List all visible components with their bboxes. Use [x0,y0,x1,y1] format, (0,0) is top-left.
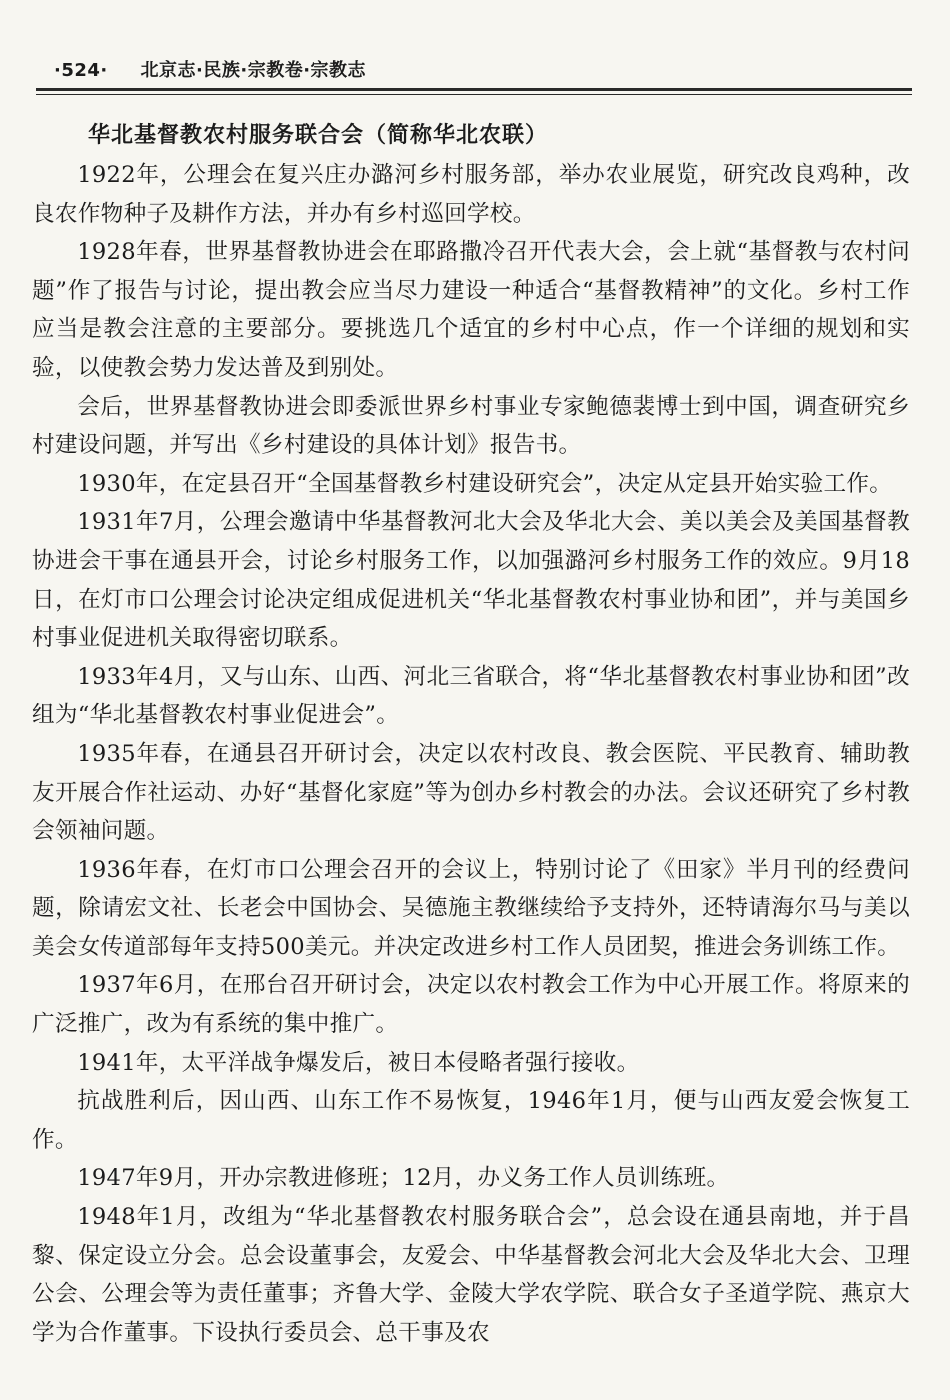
paragraph-1930: 1930年，在定县召开“全国基督教乡村建设研究会”，决定从定县开始实验工作。 [77,470,893,497]
paragraph-1947: 1947年9月，开办宗教进修班；12月，办义务工作人员训练班。 [77,1165,730,1192]
paragraph-1935: 1935年春，在通县召开研讨会，决定以农村改良、教会医院、平民教育、辅助教友开展合作社运动、办好“基督化家庭”等为创办乡村教会的办法。会议还研究了乡村教会领袖问题。 [32,740,910,845]
paragraph-1941: 1941年，太平洋战争爆发后，被日本侵略者强行接收。 [77,1049,640,1076]
paragraph-1931: 1931年7月，公理会邀请中华基督教河北大会及华北大会、美以美会及美国基督教协进会干事在通县开会，讨论乡村服务工作，以加强潞河乡村服务工作的效应。9月18日，在灯市口公理会讨论决定组成促进机关“华北基督教农村事业协和团”，并与美国乡村事业促进机关取得密切联系。 [32,509,910,652]
header-rule-thick [36,88,912,91]
paragraph-1933: 1933年4月，又与山东、山西、河北三省联合，将“华北基督教农村事业协和团”改组为“华北基督教农村事业促进会”。 [32,663,910,729]
paragraph-postwar: 抗战胜利后，因山西、山东工作不易恢复，1946年1月，便与山西友爱会恢复工作。 [32,1088,910,1153]
paragraph-1936: 1936年春，在灯市口公理会召开的会议上，特别讨论了《田家》半月刊的经费问题，除请宏文社、长老会中国协会、吴德施主教继续给予支持外，还特请海尔马与美以美会女传道部每年支持500美元。并决定改进乡村工作人员团契，推进会务训练工作。 [32,856,910,960]
running-header [36,56,910,86]
paragraph-1948: 1948年1月，改组为“华北基督教农村服务联合会”，总会设在通县南地，并于昌黎、保定设立分会。总会设董事会，友爱会、中华基督教会河北大会及华北大会、卫理公会、公理会等为责任董事；齐鲁大学、金陵大学农学院、联合女子圣道学院、燕京大学为合作董事。下设执行委员会、总干事及农 [32,1204,910,1346]
paragraph-1928: 1928年春，世界基督教协进会在耶路撒冷召开代表大会，会上就“基督教与农村问题”作了报告与讨论，提出教会应当尽力建设一种适合“基督教精神”的文化。乡村工作应当是教会注意的主要部分。要挑选几个适宜的乡村中心点，作一个详细的规划和实验，以使教会势力发达普及到别处。 [32,239,910,381]
section-heading: 华北基督教农村服务联合会（简称华北农联） [88,123,549,148]
header-rule-thin [36,94,912,95]
book-title: 北京志·民族·宗教卷·宗教志 [140,60,367,81]
paragraph-1922: 1922年，公理会在复兴庄办潞河乡村服务部，举办农业展览，研究改良鸡种，改良农作物种子及耕作方法，并办有乡村巡回学校。 [32,162,910,227]
body-text [32,118,910,1352]
page-number: ·524· [54,60,108,81]
paragraph-1937: 1937年6月，在邢台召开研讨会，决定以农村教会工作为中心开展工作。将原来的广泛推广，改为有系统的集中推广。 [32,972,910,1038]
paragraph-after-conference: 会后，世界基督教协进会即委派世界乡村事业专家鲍德裴博士到中国，调查研究乡村建设问题，并写出《乡村建设的具体计划》报告书。 [32,393,910,459]
